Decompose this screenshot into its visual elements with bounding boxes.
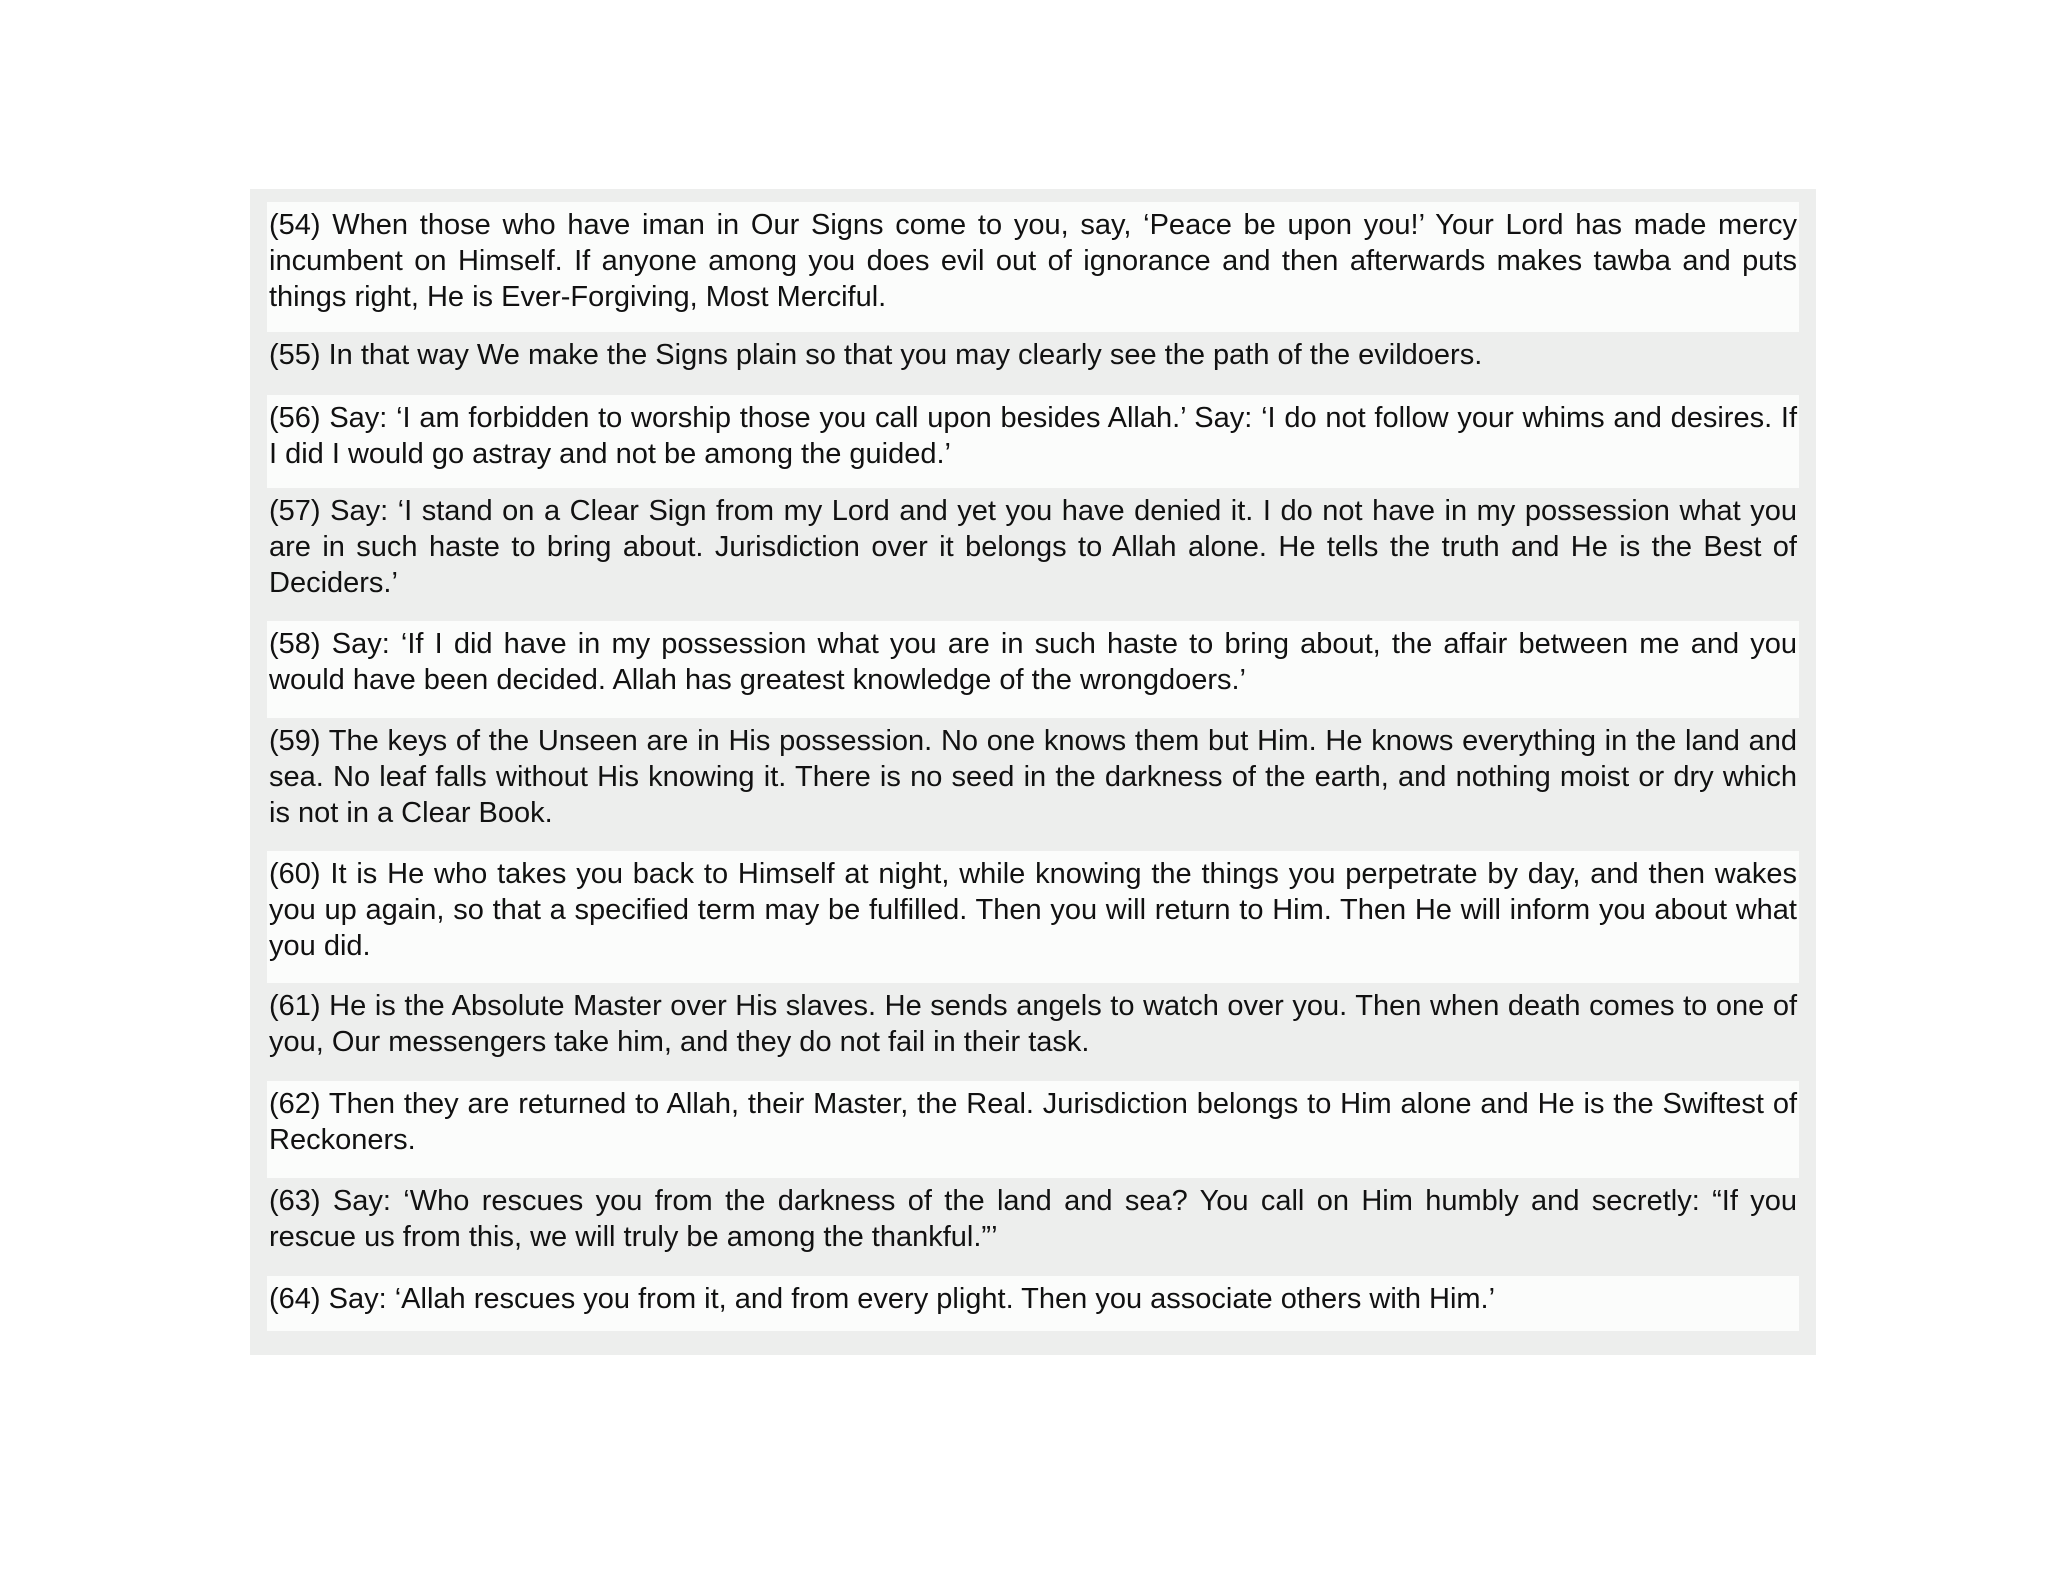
verse-64: (64) Say: ‘Allah rescues you from it, and from every plight. Then you associate others with Him.’ [267, 1276, 1799, 1331]
verse-54: (54) When those who have iman in Our Signs come to you, say, ‘Peace be upon you!’ Your Lord has made mercy incumbent on Himself. If anyone among you does evil out of ignorance and then afterwards makes tawba and puts things right, He is Ever-Forgiving, Most Merciful. [267, 202, 1799, 332]
verse-61: (61) He is the Absolute Master over His slaves. He sends angels to watch over you. Then when death comes to one of you, Our messengers take him, and they do not fail in their task. [267, 983, 1799, 1081]
verse-60: (60) It is He who takes you back to Himself at night, while knowing the things you perpetrate by day, and then wakes you up again, so that a specified term may be fulfilled. Then you will return to Him. Then He will inform you about what you did. [267, 851, 1799, 983]
verse-58: (58) Say: ‘If I did have in my possession what you are in such haste to bring about, the affair between me and you would have been decided. Allah has greatest knowledge of the wrongdoers.’ [267, 621, 1799, 718]
verse-panel [250, 189, 1816, 1355]
verse-62: (62) Then they are returned to Allah, their Master, the Real. Jurisdiction belongs to Him alone and He is the Swiftest of Reckoners. [267, 1081, 1799, 1178]
verse-63: (63) Say: ‘Who rescues you from the darkness of the land and sea? You call on Him humbly and secretly: “If you rescue us from this, we will truly be among the thankful.”’ [267, 1178, 1799, 1276]
verse-56: (56) Say: ‘I am forbidden to worship those you call upon besides Allah.’ Say: ‘I do not follow your whims and desires. If I did I would go astray and not be among the guided.’ [267, 395, 1799, 488]
verse-59: (59) The keys of the Unseen are in His possession. No one knows them but Him. He knows everything in the land and sea. No leaf falls without His knowing it. There is no seed in the darkness of the earth, and nothing moist or dry which is not in a Clear Book. [267, 718, 1799, 851]
verse-55: (55) In that way We make the Signs plain so that you may clearly see the path of the evildoers. [267, 332, 1799, 395]
verse-57: (57) Say: ‘I stand on a Clear Sign from my Lord and yet you have denied it. I do not have in my possession what you are in such haste to bring about. Jurisdiction over it belongs to Allah alone. He tells the truth and He is the Best of Deciders.’ [267, 488, 1799, 621]
